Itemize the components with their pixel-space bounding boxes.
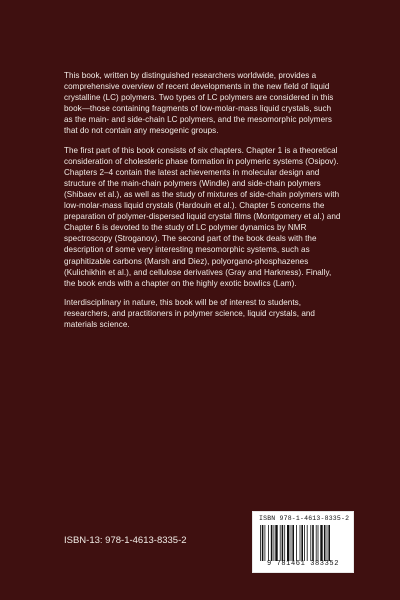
barcode-isbn-text: ISBN 978-1-4613-8335-2: [259, 515, 350, 522]
blurb-text: [64, 70, 342, 338]
blurb-paragraph-2: The first part of this book consists of six chapters. Chapter 1 is a theoretical consideration of cholesteric phase formation in polymeric systems (Osipov). Chapters 2–4 contain the latest achievements in molecular design and structure of the main-chain polymers (Windle) and side-chain polymers (Shibaev et al.), as well as the study of mixtures of side-chain polymers with low-molar-mass liquid crystals (Hardouin et al.). Chapter 5 concerns the preparation of polymer-dispersed liquid crystal films (Montgomery et al.) and Chapter 6 is devoted to the study of LC polymer dynamics by NMR spectroscopy (Stroganov). The second part of the book deals with the description of some very interesting mesomorphic systems, such as graphitizable carbons (Marsh and Diez), polyorgano-phosphazenes (Kulichikhin et al.), and cellulose derivatives (Gray and Harkness). Finally, the book ends with a chapter on the highly exotic bowlics (Lam).: [64, 145, 341, 288]
isbn-13-label: ISBN-13: 978-1-4613-8335-2: [64, 535, 187, 546]
barcode-panel: [252, 511, 354, 573]
barcode-bars: [259, 525, 349, 561]
blurb-paragraph-1: This book, written by distinguished researchers worldwide, provides a comprehensive overview of recent developments in the new field of liquid crystalline (LC) polymers. Two types of LC polymers are considered in this book—those containing fragments of low-molar-mass liquid crystals, such as the main- and side-chain LC polymers, and the mesomorphic polymers that do not contain any mesogenic groups.: [64, 71, 334, 136]
barcode-number: 9 781461 383352: [266, 560, 339, 568]
blurb-paragraph-3: Interdisciplinary in nature, this book will be of interest to students, researchers, and practitioners in polymer science, liquid crystals, and materials science.: [64, 297, 315, 329]
